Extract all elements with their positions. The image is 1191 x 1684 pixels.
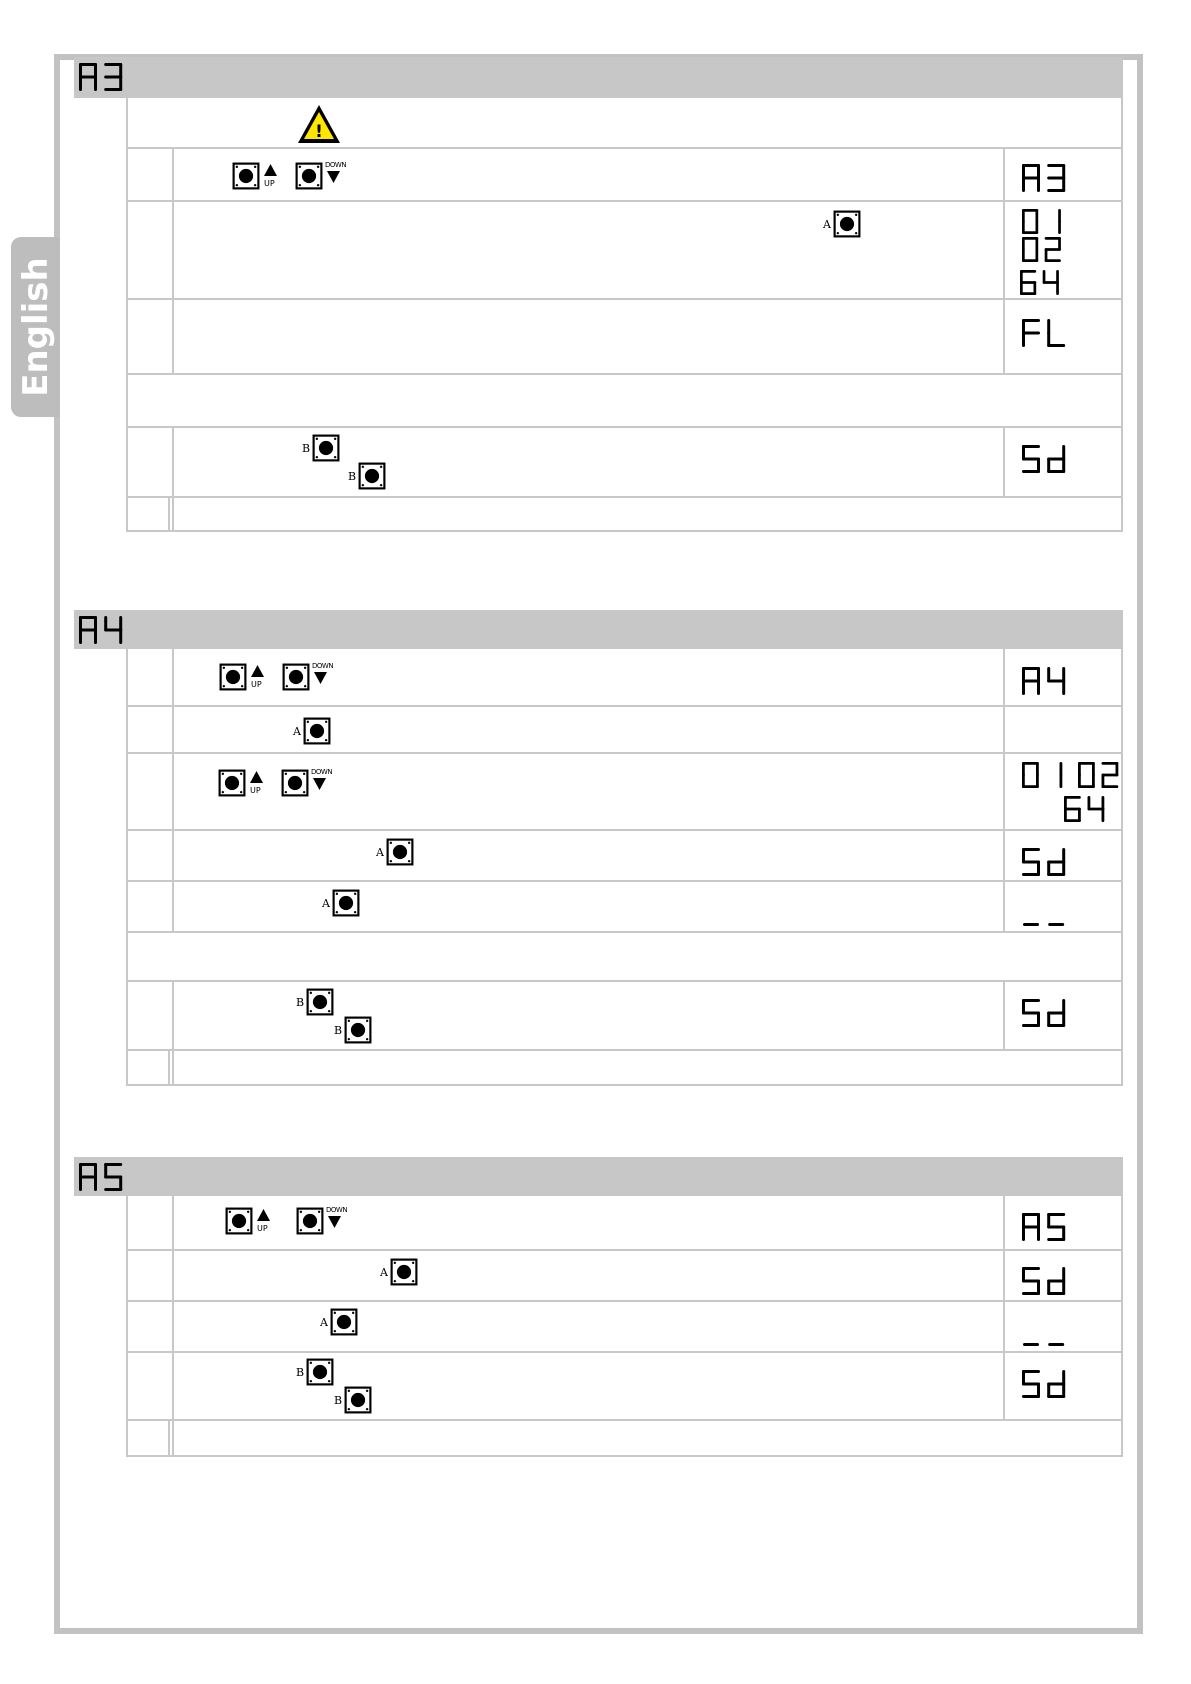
step-row-end: [126, 1421, 1123, 1457]
step-row-end: [126, 1051, 1123, 1086]
segment-digit: [1024, 1215, 1039, 1240]
segment-digit: [1089, 797, 1103, 820]
display-code: [1021, 761, 1077, 791]
display-code: [1021, 1369, 1101, 1401]
button-letter: B: [348, 470, 357, 483]
segment-digit: [1049, 447, 1064, 472]
push-button-icon: [225, 1207, 253, 1235]
button-letter: A: [823, 218, 831, 231]
step-row: [126, 428, 1123, 498]
b-button[interactable]: [348, 462, 390, 492]
step-row: [126, 149, 1123, 202]
button-letter: A: [322, 897, 330, 910]
down-caption: DOWN: [326, 1206, 348, 1214]
segment-digit: [106, 618, 121, 643]
segment-digit: [1046, 238, 1060, 260]
push-button-icon: [232, 162, 260, 190]
segment-digit: [81, 618, 96, 643]
button-letter: A: [320, 1316, 328, 1329]
display-code: [1021, 847, 1101, 879]
step-row: [126, 1353, 1123, 1421]
push-button-icon: [303, 717, 331, 745]
step-row: [126, 982, 1123, 1051]
a-button[interactable]: [376, 838, 418, 868]
step-row: [126, 707, 1123, 754]
display-code: [1021, 898, 1101, 930]
button-letter: B: [296, 1366, 305, 1379]
push-button-icon: [344, 1386, 372, 1414]
segment-digit: [1049, 850, 1064, 875]
push-button-icon: [332, 889, 360, 917]
display-code: [1021, 998, 1101, 1030]
segment-digit: [1049, 1269, 1064, 1294]
display-code: [1063, 795, 1119, 825]
segment-digit: [1049, 1215, 1064, 1240]
warning-icon: [296, 103, 342, 145]
b-button[interactable]: [296, 988, 338, 1018]
down-arrow-icon: [326, 169, 341, 184]
language-tab-label: English: [15, 257, 56, 397]
step-row: [126, 202, 1123, 300]
a-button[interactable]: [823, 210, 865, 240]
b-button[interactable]: [334, 1386, 376, 1416]
up-button[interactable]: [219, 662, 277, 692]
segment-digit: [1024, 166, 1039, 191]
a-button[interactable]: [380, 1258, 422, 1288]
segment-digit: [81, 1165, 96, 1190]
segment-digit: [1024, 321, 1039, 346]
display-code: [1021, 236, 1101, 265]
display-code: [1021, 1266, 1101, 1298]
section-header-a3: [74, 57, 1123, 98]
segment-digit: [1023, 238, 1037, 260]
segment-digit: [1024, 669, 1039, 694]
segment-digit: [1024, 1372, 1039, 1397]
button-letter: A: [376, 846, 384, 859]
step-row: [126, 1196, 1123, 1251]
display-code: [1021, 208, 1101, 237]
down-arrow-icon: [327, 1214, 342, 1229]
up-arrow-icon: [256, 1208, 271, 1223]
note-row: [126, 375, 1123, 428]
segment-digit: [1049, 1372, 1064, 1397]
a-button[interactable]: [322, 889, 364, 919]
segment-digit: [1021, 271, 1035, 293]
b-button[interactable]: [296, 1358, 338, 1388]
display-code: [1021, 1318, 1101, 1350]
button-letter: B: [334, 1024, 343, 1037]
display-code: [1021, 444, 1101, 476]
section-header-a4: [74, 610, 1123, 649]
down-button[interactable]: [281, 768, 339, 798]
button-letter: B: [302, 442, 311, 455]
display-code: [1019, 269, 1099, 298]
segment-digit: [1049, 1001, 1064, 1026]
push-button-icon: [306, 1358, 334, 1386]
step-row: [126, 649, 1123, 707]
segment-digit: [106, 65, 121, 90]
display-code: [1021, 1212, 1101, 1244]
section-header-a5: [74, 1157, 1123, 1196]
seg-code: [78, 615, 158, 647]
segment-digit: [1103, 763, 1117, 786]
display-code: [1077, 761, 1125, 791]
segment-digit: [81, 65, 96, 90]
up-button[interactable]: [225, 1206, 283, 1236]
note-row: [126, 933, 1123, 982]
push-button-icon: [833, 210, 861, 238]
push-button-icon: [390, 1258, 418, 1286]
language-tab[interactable]: [11, 237, 60, 417]
push-button-icon: [386, 838, 414, 866]
up-arrow-icon: [263, 163, 278, 178]
segment-digit: [1044, 271, 1058, 293]
push-button-icon: [296, 1207, 324, 1235]
segment-digit: [106, 1165, 121, 1190]
up-caption: UP: [251, 680, 262, 689]
a-button[interactable]: [293, 717, 335, 747]
push-button-icon: [219, 663, 247, 691]
step-row: [126, 831, 1123, 882]
down-button[interactable]: [295, 161, 353, 191]
step-row: [126, 1251, 1123, 1302]
push-button-icon: [282, 663, 310, 691]
display-code: [1021, 666, 1101, 698]
push-button-icon: [281, 769, 309, 797]
seg-code: [78, 1162, 158, 1194]
down-caption: DOWN: [312, 662, 334, 670]
push-button-icon: [344, 1016, 372, 1044]
up-caption: UP: [250, 786, 261, 795]
segment-digit: [1023, 210, 1037, 232]
button-letter: A: [293, 725, 301, 738]
step-row: [126, 300, 1123, 375]
segment-digit: [1023, 763, 1037, 786]
push-button-icon: [312, 434, 340, 462]
down-caption: DOWN: [311, 768, 333, 776]
up-arrow-icon: [249, 770, 264, 785]
up-arrow-icon: [250, 664, 265, 679]
down-button[interactable]: [282, 662, 340, 692]
step-row: [126, 1302, 1123, 1353]
segment-digit: [1049, 669, 1064, 694]
down-arrow-icon: [312, 776, 327, 791]
segment-digit: [1079, 763, 1093, 786]
b-button[interactable]: [334, 1016, 376, 1046]
segment-digit: [1049, 166, 1064, 191]
segment-digit: [1024, 1001, 1039, 1026]
down-button[interactable]: [296, 1206, 354, 1236]
display-code: [1021, 318, 1101, 350]
segment-digit: [1024, 850, 1039, 875]
push-button-icon: [306, 988, 334, 1016]
button-letter: B: [296, 996, 305, 1009]
seg-code: [78, 62, 158, 94]
down-caption: DOWN: [325, 161, 347, 169]
segment-digit: [1024, 1269, 1039, 1294]
svg-text:!: !: [315, 122, 323, 142]
segment-digit: [1049, 321, 1064, 346]
button-letter: A: [380, 1266, 388, 1279]
push-button-icon: [358, 462, 386, 490]
b-button[interactable]: [302, 434, 344, 464]
segment-digit: [1065, 797, 1079, 820]
up-button[interactable]: [232, 161, 290, 191]
push-button-icon: [330, 1308, 358, 1336]
up-caption: UP: [264, 179, 275, 188]
push-button-icon: [295, 162, 323, 190]
push-button-icon: [218, 769, 246, 797]
button-letter: B: [334, 1394, 343, 1407]
down-arrow-icon: [313, 670, 328, 685]
up-caption: UP: [257, 1224, 268, 1233]
up-button[interactable]: [218, 768, 276, 798]
step-row: [126, 882, 1123, 933]
display-code: [1021, 163, 1101, 195]
a-button[interactable]: [320, 1308, 362, 1338]
step-row-end: [126, 498, 1123, 532]
warning-row: [126, 98, 1123, 149]
step-row: [126, 754, 1123, 831]
segment-digit: [1024, 447, 1039, 472]
